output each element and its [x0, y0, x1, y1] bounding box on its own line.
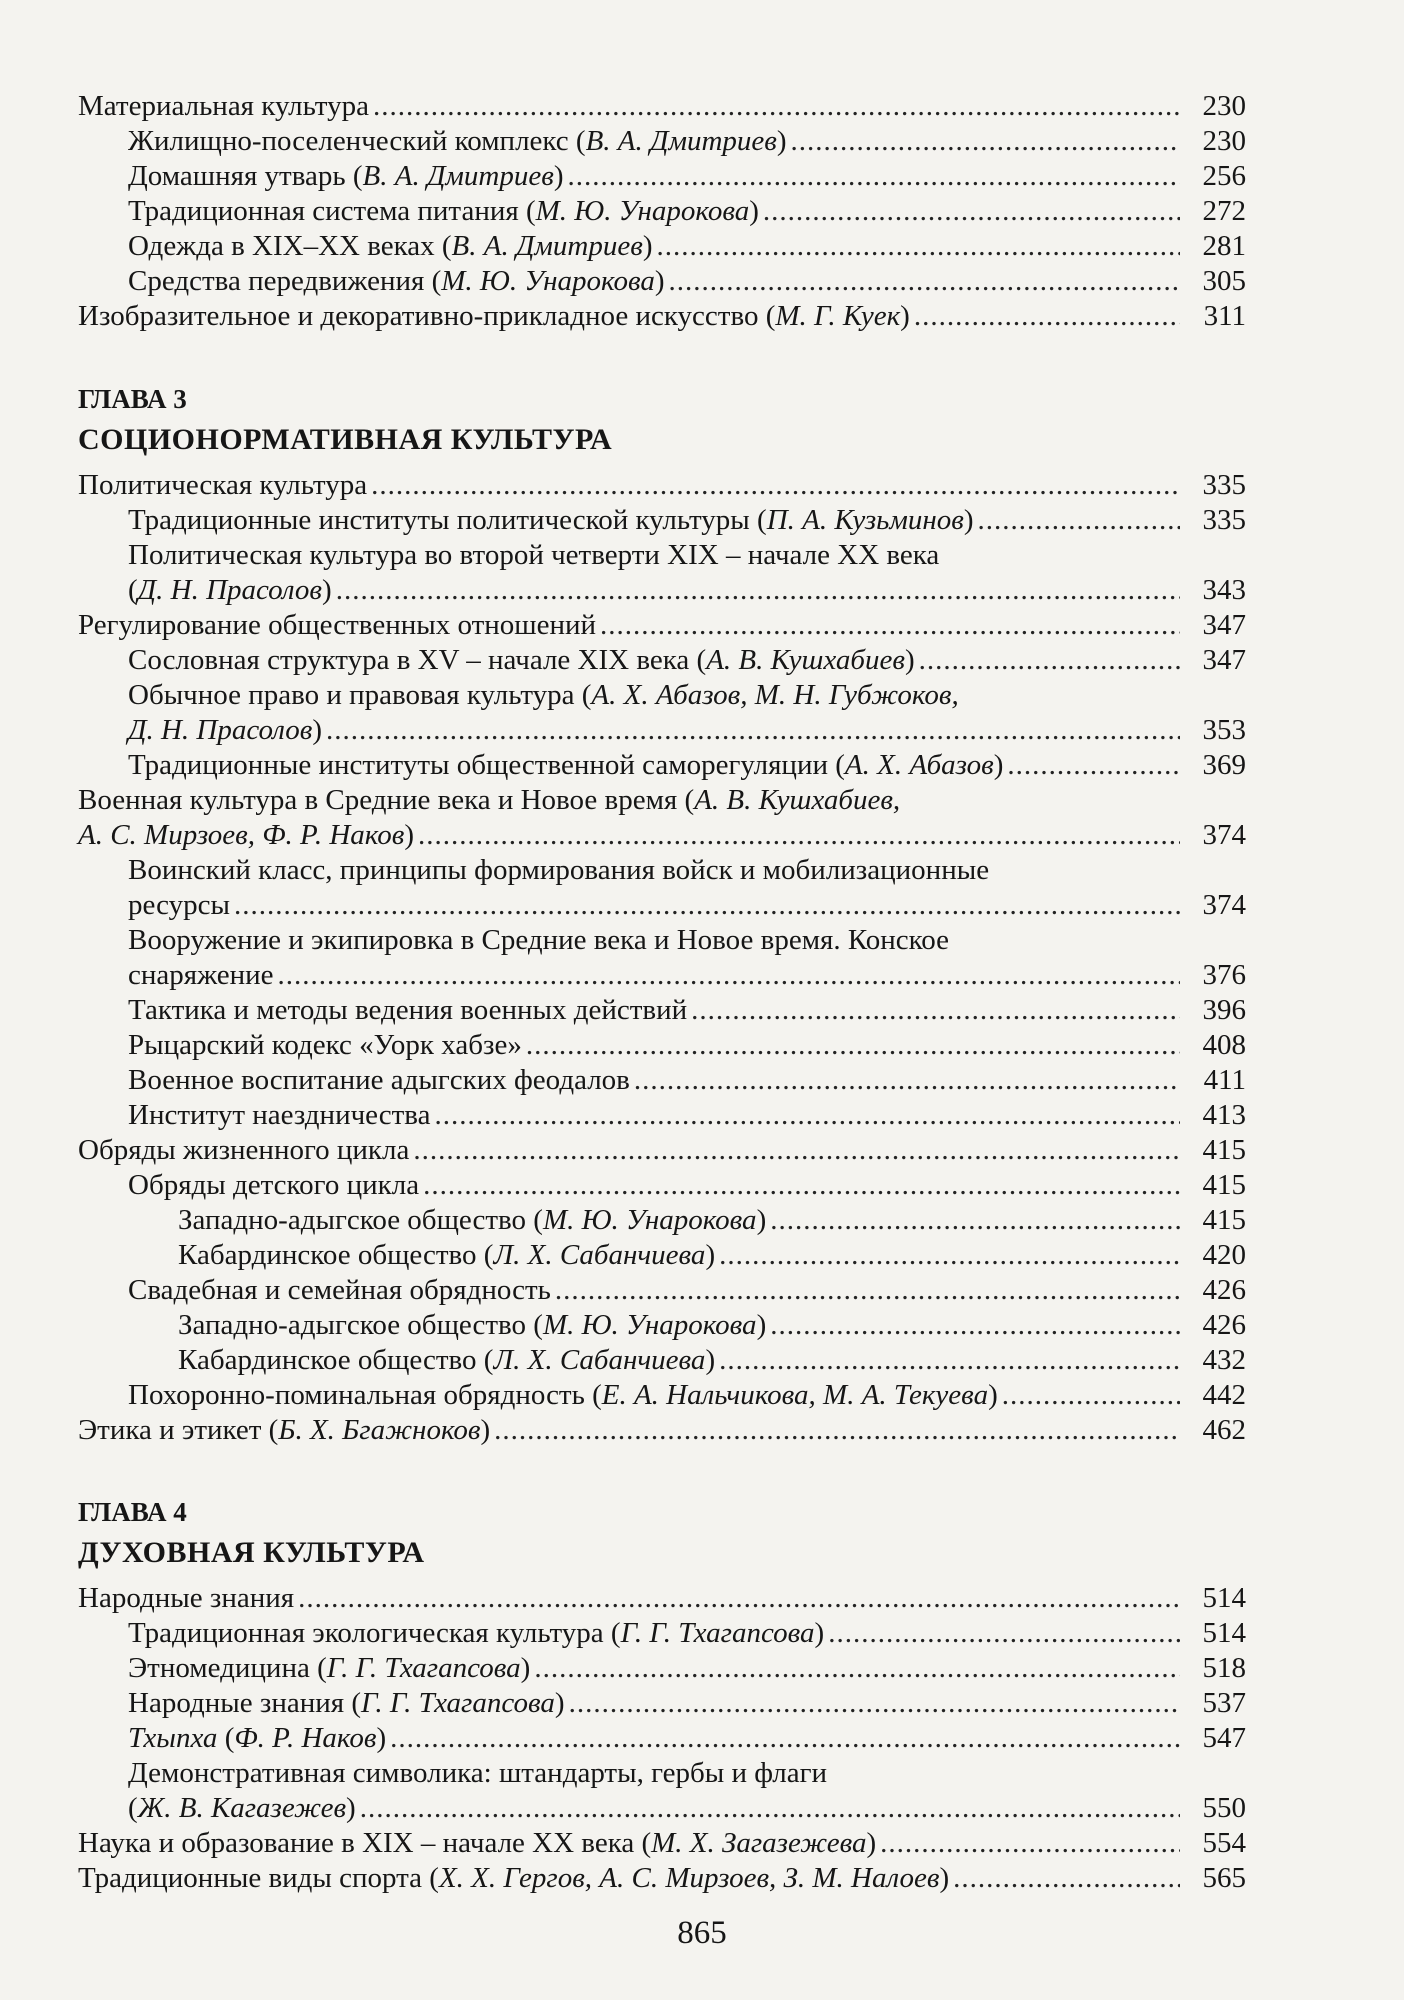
entry-title-line1: Демонстративная символика: штандарты, гербы и флаги: [128, 1757, 828, 1789]
toc-entry: [128, 853, 1246, 923]
entry-title: (Д. Н. Прасолов): [128, 574, 332, 606]
leader-dots: [634, 1063, 1180, 1098]
entry-title: Одежда в XIX–XX веках (В. А. Дмитриев): [128, 230, 653, 262]
entry-title: Традиционные виды спорта (Х. Х. Гергов, А. С. Мирзоев, З. М. Налоев): [78, 1862, 950, 1894]
leader-dots: [555, 1273, 1180, 1308]
toc-entry: [128, 1378, 1246, 1413]
toc-entry: [128, 993, 1246, 1028]
chapter-title: ДУХОВНАЯ КУЛЬТУРА: [78, 1536, 425, 1569]
leader-dots: [770, 1203, 1180, 1238]
toc-entry: [128, 678, 1246, 748]
entry-title-line1: Вооружение и экипировка в Средние века и Новое время. Конское: [128, 924, 950, 956]
toc-entry: [128, 124, 1246, 159]
page-number: 865: [677, 1915, 727, 1951]
page-ref: 408: [1202, 1029, 1246, 1061]
toc-entry: [128, 159, 1246, 194]
entry-title: Кабардинское общество (Л. Х. Сабанчиева): [178, 1239, 716, 1271]
toc-entry: [128, 264, 1246, 299]
leader-dots: [278, 958, 1180, 993]
entry-title: Наука и образование в XIX – начале XX века (М. Х. Загазежева): [78, 1827, 877, 1859]
page-ref: 305: [1202, 265, 1246, 297]
leader-dots: [880, 1826, 1180, 1861]
leader-dots: [978, 503, 1180, 538]
leader-dots: [919, 643, 1180, 678]
toc-entry: [128, 1721, 1246, 1756]
leader-dots: [600, 608, 1180, 643]
entry-title: Западно-адыгское общество (М. Ю. Унарокова): [178, 1309, 767, 1341]
page-ref: 353: [1202, 714, 1246, 746]
page-ref: 413: [1202, 1099, 1246, 1131]
page-ref: 256: [1202, 160, 1246, 192]
entry-title-line1: Политическая культура во второй четверти XIX – начале XX века: [128, 539, 940, 571]
entry-title: Институт наездничества: [128, 1099, 431, 1131]
chapter-label: ГЛАВА 4: [78, 1497, 187, 1527]
page-ref: 547: [1202, 1722, 1246, 1754]
page-ref: 565: [1202, 1862, 1246, 1894]
toc-entry: [128, 503, 1246, 538]
toc-entry: [78, 299, 1246, 334]
page-ref: 415: [1202, 1204, 1246, 1236]
leader-dots: [719, 1343, 1180, 1378]
toc-entry: [128, 1168, 1246, 1203]
leader-dots: [326, 713, 1180, 748]
entry-title: ресурсы: [128, 889, 230, 921]
entry-title: Традиционные институты политической культуры (П. А. Кузьминов): [128, 504, 974, 536]
toc-entry: [78, 1413, 1246, 1448]
page-ref: 374: [1202, 889, 1246, 921]
entry-title: Рыцарский кодекс «Уорк хабзе»: [128, 1029, 522, 1061]
entry-title: снаряжение: [128, 959, 274, 991]
entry-title-line1: Военная культура в Средние века и Новое время (А. В. Кушхабиев,: [78, 784, 901, 816]
entry-title: Традиционная экологическая культура (Г. Г. Тхагапсова): [128, 1617, 825, 1649]
leader-dots: [423, 1168, 1180, 1203]
leader-dots: [371, 468, 1180, 503]
entry-title: Народные знания (Г. Г. Тхагапсова): [128, 1687, 565, 1719]
toc-entry: [128, 923, 1246, 993]
page-ref: 514: [1202, 1617, 1246, 1649]
entry-title: Политическая культура: [78, 469, 368, 501]
leader-dots: [763, 194, 1180, 229]
page-ref: 514: [1202, 1582, 1246, 1614]
page-ref: 426: [1202, 1274, 1246, 1306]
page-ref: 347: [1202, 609, 1246, 641]
leader-dots: [569, 1686, 1180, 1721]
entry-title: Обряды жизненного цикла: [78, 1134, 410, 1166]
page-ref: 550: [1202, 1792, 1246, 1824]
entry-title: Материальная культура: [78, 90, 369, 122]
toc-entry: [128, 538, 1246, 608]
entry-title: Традиционная система питания (М. Ю. Унарокова): [128, 195, 759, 227]
toc-entry: [78, 1861, 1246, 1896]
entry-title: Военное воспитание адыгских феодалов: [128, 1064, 630, 1096]
toc-entry: [78, 783, 1246, 853]
page-ref: 426: [1202, 1309, 1246, 1341]
toc-entry: [128, 643, 1246, 678]
leader-dots: [526, 1028, 1180, 1063]
page-ref: 335: [1202, 504, 1246, 536]
leader-dots: [914, 299, 1180, 334]
chapter-title: СОЦИОНОРМАТИВНАЯ КУЛЬТУРА: [78, 423, 613, 456]
entry-title: Западно-адыгское общество (М. Ю. Унарокова): [178, 1204, 767, 1236]
entry-title: Народные знания: [78, 1582, 295, 1614]
page-ref: 415: [1202, 1169, 1246, 1201]
page-ref: 420: [1202, 1239, 1246, 1271]
page-ref: 374: [1202, 819, 1246, 851]
toc-entry: [128, 1686, 1246, 1721]
leader-dots: [494, 1413, 1180, 1448]
leader-dots: [719, 1238, 1180, 1273]
leader-dots: [360, 1791, 1180, 1826]
toc-entry: [128, 229, 1246, 264]
leader-dots: [534, 1651, 1180, 1686]
leader-dots: [298, 1581, 1180, 1616]
toc-entry: [128, 194, 1246, 229]
entry-title: Этика и этикет (Б. Х. Бгажноков): [78, 1414, 491, 1446]
toc-entry: [128, 1651, 1246, 1686]
toc-entry: [128, 1063, 1246, 1098]
toc-entry: [128, 748, 1246, 783]
page-ref: 415: [1202, 1134, 1246, 1166]
leader-dots: [418, 818, 1180, 853]
page-ref: 554: [1202, 1827, 1246, 1859]
toc-entry: [128, 1756, 1246, 1826]
leader-dots: [657, 229, 1180, 264]
page-ref: 281: [1202, 230, 1246, 262]
leader-dots: [791, 124, 1180, 159]
toc-entry: [78, 89, 1246, 124]
entry-title: Изобразительное и декоративно-прикладное искусство (М. Г. Куек): [78, 300, 910, 332]
entry-title: Д. Н. Прасолов): [128, 714, 323, 746]
page-ref: 230: [1202, 90, 1246, 122]
page-ref: 369: [1202, 749, 1246, 781]
toc-entry: [178, 1343, 1246, 1378]
page-ref: 411: [1203, 1064, 1246, 1096]
leader-dots: [828, 1616, 1180, 1651]
entry-title: Свадебная и семейная обрядность: [128, 1274, 551, 1306]
leader-dots: [568, 159, 1181, 194]
toc-entry: [78, 1581, 1246, 1616]
page-ref: 432: [1202, 1344, 1246, 1376]
leader-dots: [390, 1721, 1180, 1756]
entry-title: Похоронно-поминальная обрядность (Е. А. Нальчикова, М. А. Текуева): [128, 1379, 998, 1411]
toc-entry: [78, 608, 1246, 643]
toc-entry: [78, 468, 1246, 503]
entry-title: Регулирование общественных отношений: [78, 609, 597, 641]
page-ref: 537: [1202, 1687, 1246, 1719]
leader-dots: [336, 573, 1180, 608]
page-ref: 343: [1202, 574, 1246, 606]
leader-dots: [413, 1133, 1180, 1168]
entry-title: Жилищно-поселенческий комплекс (В. А. Дмитриев): [128, 125, 787, 157]
page-ref: 272: [1202, 195, 1246, 227]
toc-entry: [178, 1238, 1246, 1273]
page-ref: 376: [1202, 959, 1246, 991]
entry-title: Средства передвижения (М. Ю. Унарокова): [128, 265, 665, 297]
entry-title: Этномедицина (Г. Г. Тхагапсова): [128, 1652, 531, 1684]
leader-dots: [435, 1098, 1181, 1133]
entry-title-line1: Обычное право и правовая культура (А. Х. Абазов, М. Н. Губжоков,: [128, 679, 959, 711]
leader-dots: [373, 89, 1180, 124]
page-ref: 311: [1203, 300, 1246, 332]
entry-title: Тактика и методы ведения военных действий: [128, 994, 688, 1026]
entry-title: (Ж. В. Кагазежев): [128, 1792, 356, 1824]
page-ref: 230: [1202, 125, 1246, 157]
toc-entry: [78, 1826, 1246, 1861]
page-ref: 335: [1202, 469, 1246, 501]
entry-title-line1: Воинский класс, принципы формирования войск и мобилизационные: [128, 854, 990, 886]
toc-entry: [78, 1133, 1246, 1168]
leader-dots: [1002, 1378, 1180, 1413]
toc-entry: [128, 1028, 1246, 1063]
toc-entry: [128, 1616, 1246, 1651]
chapter-label: ГЛАВА 3: [78, 384, 187, 414]
page-ref: 518: [1202, 1652, 1246, 1684]
page-ref: 462: [1202, 1414, 1246, 1446]
entry-title: Обряды детского цикла: [128, 1169, 420, 1201]
entry-title: Тхыпха (Ф. Р. Наков): [128, 1722, 387, 1754]
page-ref: 442: [1202, 1379, 1246, 1411]
toc-entry: [178, 1203, 1246, 1238]
page-ref: 396: [1202, 994, 1246, 1026]
entry-title: Традиционные институты общественной саморегуляции (А. Х. Абазов): [128, 749, 1004, 781]
leader-dots: [770, 1308, 1180, 1343]
toc-entry: [128, 1273, 1246, 1308]
toc-entry: [128, 1098, 1246, 1133]
page-ref: 347: [1202, 644, 1246, 676]
leader-dots: [669, 264, 1180, 299]
leader-dots: [691, 993, 1180, 1028]
entry-title: Сословная структура в XV – начале XIX века (А. В. Кушхабиев): [128, 644, 915, 676]
leader-dots: [1007, 748, 1180, 783]
leader-dots: [234, 888, 1180, 923]
leader-dots: [953, 1861, 1180, 1896]
entry-title: Кабардинское общество (Л. Х. Сабанчиева): [178, 1344, 716, 1376]
toc-entry: [178, 1308, 1246, 1343]
entry-title: А. С. Мирзоев, Ф. Р. Наков): [78, 819, 415, 851]
entry-title: Домашняя утварь (В. А. Дмитриев): [128, 160, 564, 192]
